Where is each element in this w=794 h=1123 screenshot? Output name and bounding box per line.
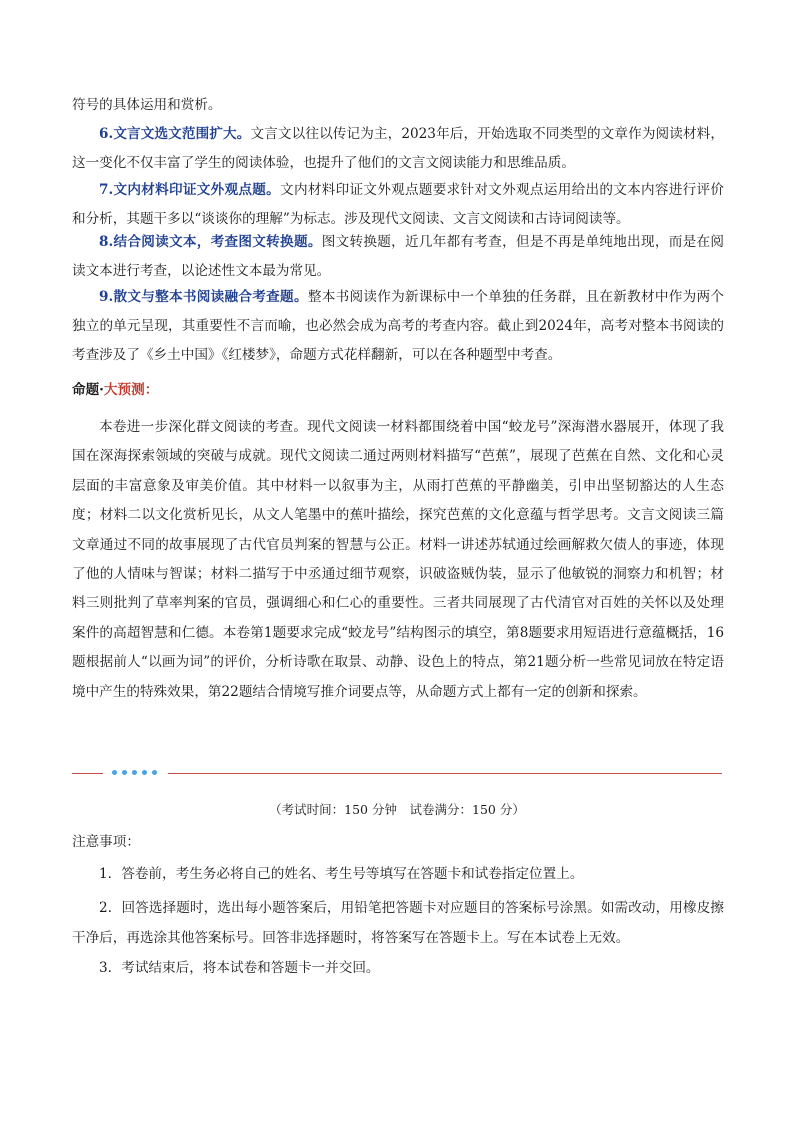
trend-title: 8.结合阅读文本，考查图文转换题。 (99, 234, 322, 250)
note-item: 1．答卷前，考生务必将自己的姓名、考生号等填写在答题卡和试卷指定位置上。 (99, 866, 584, 882)
trend-item-8 (72, 228, 724, 286)
prediction-highlight: 大预测： (103, 382, 159, 398)
intro-tail: 符号的具体运用和赏析。 (72, 97, 222, 113)
trend-item-9 (72, 283, 724, 370)
trend-item-6 (72, 120, 724, 178)
prediction-body: 本卷进一步深化群文阅读的考查。现代文阅读一材料都围绕着中国“蛟龙号”深海潜水器展开，体现了我国在深海探索领域的突破与成就。现代文阅读二通过两则材料描写“芭蕉”，展现了芭蕉在自然、文化和心灵层面的丰富意象及审美价值。其中材料一以叙事为主，从雨打芭蕉的平静幽美，引申出坚韧豁达的人生态度；材料二以文化赏析见长，从文人笔墨中的蕉叶描绘，探究芭蕉的文化意蕴与哲学思考。文言文阅读三篇文章通过不同的故事展现了古代官员判案的智慧与公正。材料一讲述苏轼通过绘画解救欠债人的事迹，体现了他的人情味与智谋；材料二描写于中丞通过细节观察，识破盗贼伪装，显示了他敏锐的洞察力和机智；材料三则批判了草率判案的官员，强调细心和仁心的重要性。三者共同展现了古代清官对百姓的关怀以及处理案件的高超智慧和仁德。本卷第1题要求完成“蛟龙号”结构图示的填空，第8题要求用短语进行意蕴概括，16题根据前人“以画为词”的评价，分析诗歌在取景、动静、设色上的特点，第21题分析一些常见词放在特定语境中产生的特殊效果，第22题结合情境写推介词要点等，从命题方式上都有一定的创新和探索。 (72, 419, 724, 700)
trend-text: 图文转换题，近几年都有考查，但是不再是单纯地出现，而是在阅读文本进行考查，以论述性文本最为常见。 (72, 234, 724, 279)
trend-title: 7.文内材料印证文外观点题。 (99, 182, 281, 198)
prediction-heading: 命题·大预测： (72, 382, 159, 398)
divider-line-left (72, 773, 103, 774)
divider-line-right (168, 773, 722, 774)
exam-info: （考试时间：150 分钟 试卷满分：150 分） (269, 802, 525, 817)
note-item: 3．考试结束后，将本试卷和答题卡一并交回。 (99, 960, 380, 976)
note-item: 2．回答选择题时，选出每小题答案后，用铅笔把答题卡对应题目的答案标号涂黑。如需改动，用橡皮擦干净后，再选涂其他答案标号。回答非选择题时，将答案写在答题卡上。写在本试卷上无效。 (72, 900, 724, 946)
trend-text: 文言文以往以传记为主，2023年后，开始选取不同类型的文章作为阅读材料，这一变化不仅丰富了学生的阅读体验，也提升了他们的文言文阅读能力和思维品质。 (72, 126, 724, 171)
divider-dot (132, 770, 137, 775)
trend-title: 6.文言文选文范围扩大。 (99, 126, 251, 142)
divider-dot (112, 770, 117, 775)
section-divider (72, 767, 722, 779)
divider-dot (142, 770, 147, 775)
notes-title: 注意事项： (72, 834, 140, 850)
trend-item-7 (72, 176, 724, 234)
divider-dot (122, 770, 127, 775)
trend-text: 整本书阅读作为新课标中一个单独的任务群，且在新教材中作为两个独立的单元呈现，其重要性不言而喻，也必然会成为高考的考查内容。截止到2024年，高考对整本书阅读的考查涉及了《乡土中国》《红楼梦》，命题方式花样翻新，可以在各种题型中考查。 (72, 289, 724, 363)
trend-text: 文内材料印证文外观点题要求针对文外观点运用给出的文本内容进行评价和分析，其题干多以“谈谈你的理解”为标志。涉及现代文阅读、文言文阅读和古诗词阅读等。 (72, 182, 724, 227)
trend-title: 9.散文与整本书阅读融合考查题。 (99, 289, 308, 305)
divider-dot (152, 770, 157, 775)
